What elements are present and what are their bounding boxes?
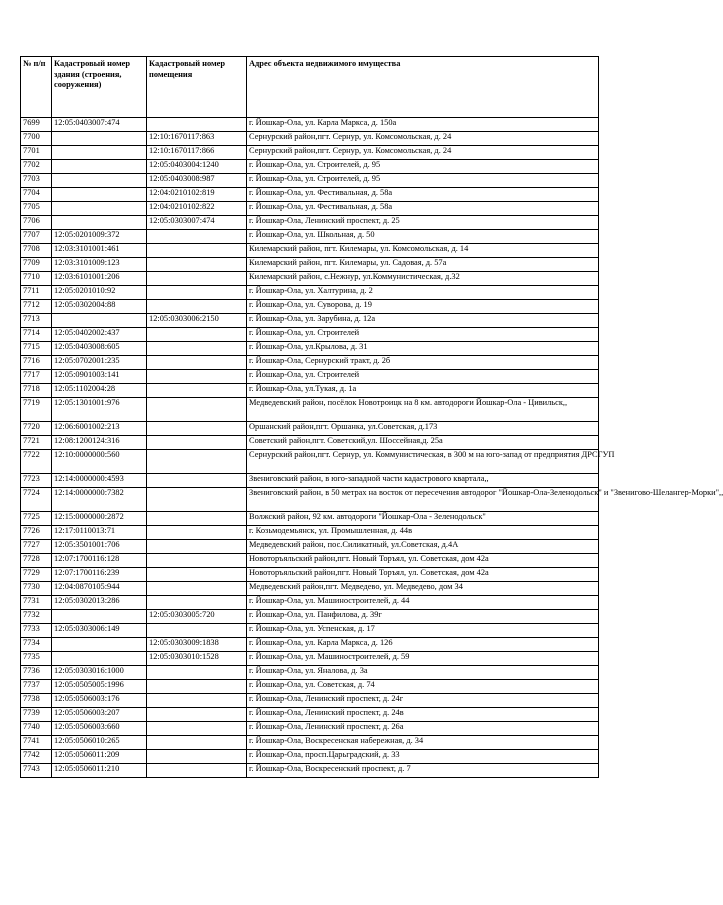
cell-building-cadastral: 12:08:1200124:316 (52, 436, 147, 450)
cell-address: Медведевский район, посёлок Новотроицк на 8 км. автодороги Йошкар-Ола - Цивильск,, (247, 398, 599, 422)
cell-room-cadastral (147, 370, 247, 384)
cell-number: 7724 (21, 488, 52, 512)
table-row (21, 488, 599, 512)
cell-room-cadastral (147, 300, 247, 314)
table-row (21, 398, 599, 422)
cell-address: г. Йошкар-Ола, ул. Яналова, д. 3а (247, 666, 599, 680)
cell-room-cadastral (147, 750, 247, 764)
cell-room-cadastral (147, 568, 247, 582)
cell-room-cadastral (147, 540, 247, 554)
cell-building-cadastral: 12:05:0506003:207 (52, 708, 147, 722)
cell-building-cadastral (52, 146, 147, 160)
cell-address: г. Йошкар-Ола, Ленинский проспект, д. 24в (247, 708, 599, 722)
cell-number: 7743 (21, 764, 52, 778)
cell-building-cadastral: 12:04:0870105:944 (52, 582, 147, 596)
table-row (21, 384, 599, 398)
cell-number: 7726 (21, 526, 52, 540)
table-row (21, 474, 599, 488)
cell-number: 7742 (21, 750, 52, 764)
table-row (21, 596, 599, 610)
cell-address: г. Йошкар-Ола, ул. Панфилова, д. 39г (247, 610, 599, 624)
cell-address: Килемарский район, с.Нежнур, ул.Коммунистическая, д.32 (247, 272, 599, 286)
cell-building-cadastral: 12:05:0201009:372 (52, 230, 147, 244)
cell-room-cadastral (147, 118, 247, 132)
cell-number: 7710 (21, 272, 52, 286)
cell-building-cadastral: 12:14:0000000:7382 (52, 488, 147, 512)
cell-number: 7723 (21, 474, 52, 488)
table-row (21, 286, 599, 300)
cell-number: 7730 (21, 582, 52, 596)
cell-number: 7706 (21, 216, 52, 230)
table-row (21, 272, 599, 286)
cell-building-cadastral: 12:05:0901003:141 (52, 370, 147, 384)
cell-address: Медведевский район, пос.Силикатный, ул.Советская, д.4А (247, 540, 599, 554)
cell-address: г. Йошкар-Ола, ул. Строителей, д. 95 (247, 174, 599, 188)
cell-number: 7715 (21, 342, 52, 356)
cell-number: 7733 (21, 624, 52, 638)
cell-address: г. Йошкар-Ола, просп.Царьградский, д. 33 (247, 750, 599, 764)
cell-building-cadastral: 12:05:3501001:706 (52, 540, 147, 554)
cell-building-cadastral: 12:05:0702001:235 (52, 356, 147, 370)
table-row (21, 202, 599, 216)
cell-room-cadastral (147, 398, 247, 422)
cell-room-cadastral (147, 764, 247, 778)
cell-building-cadastral: 12:05:0506003:660 (52, 722, 147, 736)
cell-room-cadastral: 12:04:0210102:819 (147, 188, 247, 202)
cell-building-cadastral (52, 610, 147, 624)
cell-building-cadastral: 12:05:0201010:92 (52, 286, 147, 300)
cell-room-cadastral: 12:10:1670117:866 (147, 146, 247, 160)
cell-address: Звениговский район, в юго-западной части кадастрового квартала,, (247, 474, 599, 488)
cell-number: 7703 (21, 174, 52, 188)
table-row (21, 582, 599, 596)
cell-building-cadastral (52, 188, 147, 202)
cell-address: г. Йошкар-Ола, ул. Машиностроителей, д. 44 (247, 596, 599, 610)
cell-room-cadastral: 12:10:1670117:863 (147, 132, 247, 146)
table-row (21, 230, 599, 244)
cell-address: г. Йошкар-Ола, ул. Машиностроителей, д. 59 (247, 652, 599, 666)
cell-room-cadastral: 12:05:0403004:1240 (147, 160, 247, 174)
table-row (21, 750, 599, 764)
cell-number: 7717 (21, 370, 52, 384)
property-registry-table (20, 56, 723, 778)
cell-room-cadastral (147, 272, 247, 286)
cell-number: 7701 (21, 146, 52, 160)
table-row (21, 694, 599, 708)
cell-building-cadastral: 12:05:0402002:437 (52, 328, 147, 342)
cell-address: Сернурский район,пгт. Сернур, ул. Комсомольская, д. 24 (247, 132, 599, 146)
cell-address: г. Йошкар-Ола, ул. Школьная, д. 50 (247, 230, 599, 244)
cell-number: 7727 (21, 540, 52, 554)
cell-room-cadastral (147, 258, 247, 272)
cell-room-cadastral (147, 526, 247, 540)
cell-number: 7720 (21, 422, 52, 436)
table-row (21, 554, 599, 568)
table-row (21, 422, 599, 436)
cell-number: 7738 (21, 694, 52, 708)
cell-building-cadastral (52, 314, 147, 328)
table-row (21, 314, 599, 328)
cell-address: Сернурский район,пгт. Сернур, ул. Комсомольская, д. 24 (247, 146, 599, 160)
cell-address: г. Йошкар-Ола, ул. Зарубина, д. 12а (247, 314, 599, 328)
table-row (21, 568, 599, 582)
cell-building-cadastral: 12:10:0000000:560 (52, 450, 147, 474)
header-number: № п/п (21, 57, 52, 118)
cell-room-cadastral: 12:04:0210102:822 (147, 202, 247, 216)
table-row (21, 436, 599, 450)
cell-number: 7702 (21, 160, 52, 174)
table-row (21, 146, 599, 160)
cell-room-cadastral (147, 328, 247, 342)
cell-building-cadastral: 12:15:0000000:2872 (52, 512, 147, 526)
table-body (21, 118, 723, 778)
cell-room-cadastral (147, 488, 247, 512)
cell-building-cadastral: 12:17:0110013:71 (52, 526, 147, 540)
cell-number: 7734 (21, 638, 52, 652)
cell-room-cadastral (147, 356, 247, 370)
cell-address: г. Йошкар-Ола, ул.Крылова, д. 31 (247, 342, 599, 356)
cell-address: г. Йошкар-Ола, Воскресенский проспект, д. 7 (247, 764, 599, 778)
cell-address: Звениговский район, в 50 метрах на восток от пересечения автодорог "Йошкар-Ола-Зеленодольск" и "Звенигово-Шелангер-Морки",, (247, 488, 599, 512)
cell-room-cadastral (147, 384, 247, 398)
cell-room-cadastral (147, 582, 247, 596)
cell-number: 7709 (21, 258, 52, 272)
table-row (21, 132, 599, 146)
cell-building-cadastral (52, 160, 147, 174)
cell-address: Оршанский район,пгт. Оршанка, ул.Советская, д.173 (247, 422, 599, 436)
cell-number: 7735 (21, 652, 52, 666)
cell-number: 7732 (21, 610, 52, 624)
table-row (21, 652, 599, 666)
table-row (21, 540, 599, 554)
cell-address: г. Йошкар-Ола, Воскресенская набережная, д. 34 (247, 736, 599, 750)
cell-number: 7721 (21, 436, 52, 450)
table-header (21, 57, 599, 118)
header-building-cadastral: Кадастровый номер здания (строения, сооружения) (52, 57, 147, 118)
cell-address: г. Йошкар-Ола, ул. Строителей (247, 370, 599, 384)
cell-number: 7718 (21, 384, 52, 398)
cell-address: г. Йошкар-Ола, ул. Успенская, д. 17 (247, 624, 599, 638)
cell-room-cadastral (147, 680, 247, 694)
cell-address: г. Йошкар-Ола, ул. Строителей (247, 328, 599, 342)
cell-address: Сернурский район,пгт. Сернур, ул. Коммунистическая, в 300 м на юго-запад от предприятия ДРСГУП (247, 450, 599, 474)
cell-room-cadastral (147, 596, 247, 610)
table-row (21, 174, 599, 188)
cell-building-cadastral: 12:07:1700116:239 (52, 568, 147, 582)
table-row (21, 216, 599, 230)
table-row (21, 356, 599, 370)
table-row (21, 258, 599, 272)
cell-number: 7731 (21, 596, 52, 610)
cell-address: г. Йошкар-Ола, ул. Фестивальная, д. 58а (247, 202, 599, 216)
header-address: Адрес объекта недвижимого имущества (247, 57, 599, 118)
cell-building-cadastral: 12:06:6001002:213 (52, 422, 147, 436)
cell-address: Медведевский район,пгт. Медведево, ул. Медведево, дом 34 (247, 582, 599, 596)
cell-address: Килемарский район, пгт. Килемары, ул. Садовая, д. 57а (247, 258, 599, 272)
cell-room-cadastral: 12:05:0303005:720 (147, 610, 247, 624)
cell-address: г. Йошкар-Ола, Ленинский проспект, д. 26а (247, 722, 599, 736)
cell-building-cadastral (52, 652, 147, 666)
cell-room-cadastral (147, 694, 247, 708)
cell-number: 7716 (21, 356, 52, 370)
cell-number: 7741 (21, 736, 52, 750)
cell-room-cadastral (147, 450, 247, 474)
cell-building-cadastral: 12:05:0303006:149 (52, 624, 147, 638)
cell-room-cadastral: 12:05:0303007:474 (147, 216, 247, 230)
cell-number: 7740 (21, 722, 52, 736)
document-page (20, 56, 723, 778)
table-row (21, 624, 599, 638)
table-row (21, 610, 599, 624)
cell-address: г. Йошкар-Ола, ул.Тукая, д. 1а (247, 384, 599, 398)
table-row (21, 722, 599, 736)
cell-address: Советский район,пгт. Советский,ул. Шоссейная,д. 25а (247, 436, 599, 450)
cell-building-cadastral (52, 638, 147, 652)
table-row (21, 666, 599, 680)
cell-building-cadastral: 12:05:0302004:88 (52, 300, 147, 314)
cell-number: 7712 (21, 300, 52, 314)
cell-room-cadastral (147, 342, 247, 356)
cell-room-cadastral: 12:05:0403008:987 (147, 174, 247, 188)
cell-room-cadastral (147, 436, 247, 450)
cell-number: 7708 (21, 244, 52, 258)
header-row (21, 57, 599, 118)
table-row (21, 512, 599, 526)
cell-building-cadastral (52, 202, 147, 216)
cell-number: 7739 (21, 708, 52, 722)
table-row (21, 244, 599, 258)
cell-room-cadastral (147, 474, 247, 488)
cell-address: г. Йошкар-Ола, Ленинский проспект, д. 25 (247, 216, 599, 230)
cell-address: Новоторъяльский район,пгт. Новый Торъял, ул. Советская, дом 42а (247, 568, 599, 582)
cell-building-cadastral (52, 132, 147, 146)
table-row (21, 342, 599, 356)
cell-building-cadastral: 12:05:0403008:605 (52, 342, 147, 356)
table-row (21, 736, 599, 750)
cell-building-cadastral: 12:05:0303016:1000 (52, 666, 147, 680)
cell-building-cadastral: 12:14:0000000:4593 (52, 474, 147, 488)
cell-room-cadastral (147, 512, 247, 526)
cell-address: Волжский район, 92 км. автодороги "Йошкар-Ола - Зеленодольск" (247, 512, 599, 526)
cell-address: г. Йошкар-Ола, Ленинский проспект, д. 24г (247, 694, 599, 708)
table-row (21, 526, 599, 540)
cell-building-cadastral: 12:05:0403007:474 (52, 118, 147, 132)
cell-building-cadastral: 12:05:0506010:265 (52, 736, 147, 750)
table-row (21, 450, 599, 474)
cell-room-cadastral (147, 554, 247, 568)
cell-room-cadastral (147, 666, 247, 680)
cell-room-cadastral (147, 722, 247, 736)
cell-address: Килемарский район, пгт. Килемары, ул. Комсомольская, д. 14 (247, 244, 599, 258)
cell-number: 7711 (21, 286, 52, 300)
cell-number: 7719 (21, 398, 52, 422)
cell-address: г. Йошкар-Ола, ул. Суворова, д. 19 (247, 300, 599, 314)
table-row (21, 160, 599, 174)
cell-room-cadastral (147, 230, 247, 244)
cell-room-cadastral (147, 736, 247, 750)
cell-building-cadastral: 12:03:3101001:461 (52, 244, 147, 258)
cell-number: 7713 (21, 314, 52, 328)
cell-number: 7729 (21, 568, 52, 582)
cell-building-cadastral: 12:07:1700116:128 (52, 554, 147, 568)
table-row (21, 764, 599, 778)
cell-building-cadastral: 12:05:0506011:209 (52, 750, 147, 764)
cell-room-cadastral (147, 286, 247, 300)
table-row (21, 680, 599, 694)
cell-address: г. Йошкар-Ола, ул. Советская, д. 74 (247, 680, 599, 694)
cell-number: 7737 (21, 680, 52, 694)
cell-building-cadastral (52, 216, 147, 230)
cell-address: г. Йошкар-Ола, ул. Строителей, д. 95 (247, 160, 599, 174)
cell-room-cadastral (147, 708, 247, 722)
cell-number: 7714 (21, 328, 52, 342)
cell-number: 7704 (21, 188, 52, 202)
cell-building-cadastral: 12:05:0506011:210 (52, 764, 147, 778)
cell-number: 7736 (21, 666, 52, 680)
cell-room-cadastral (147, 244, 247, 258)
cell-room-cadastral (147, 422, 247, 436)
cell-address: г. Йошкар-Ола, Сернурский тракт, д. 2б (247, 356, 599, 370)
cell-building-cadastral: 12:05:0505005:1996 (52, 680, 147, 694)
cell-number: 7722 (21, 450, 52, 474)
table-row (21, 328, 599, 342)
cell-number: 7725 (21, 512, 52, 526)
table-row (21, 708, 599, 722)
table-row (21, 638, 599, 652)
cell-address: г. Козьмодемьянск, ул. Промышленная, д. 44в (247, 526, 599, 540)
cell-address: г. Йошкар-Ола, ул. Карла Маркса, д. 126 (247, 638, 599, 652)
cell-room-cadastral: 12:05:0303010:1528 (147, 652, 247, 666)
cell-number: 7700 (21, 132, 52, 146)
cell-number: 7728 (21, 554, 52, 568)
cell-building-cadastral: 12:03:6101001:206 (52, 272, 147, 286)
cell-building-cadastral: 12:03:3101009:123 (52, 258, 147, 272)
cell-address: г. Йошкар-Ола, ул. Халтурина, д. 2 (247, 286, 599, 300)
cell-number: 7705 (21, 202, 52, 216)
cell-number: 7707 (21, 230, 52, 244)
cell-number: 7699 (21, 118, 52, 132)
table-row (21, 188, 599, 202)
table-row (21, 118, 599, 132)
cell-address: г. Йошкар-Ола, ул. Карла Маркса, д. 150а (247, 118, 599, 132)
cell-room-cadastral: 12:05:0303006:2150 (147, 314, 247, 328)
table-row (21, 300, 599, 314)
cell-building-cadastral: 12:05:1102004:28 (52, 384, 147, 398)
cell-building-cadastral: 12:05:0302013:286 (52, 596, 147, 610)
cell-room-cadastral (147, 624, 247, 638)
cell-address: Новоторъяльский район,пгт. Новый Торъял, ул. Советская, дом 42а (247, 554, 599, 568)
cell-address: г. Йошкар-Ола, ул. Фестивальная, д. 58а (247, 188, 599, 202)
cell-building-cadastral: 12:05:0506003:176 (52, 694, 147, 708)
cell-building-cadastral: 12:05:1301001:976 (52, 398, 147, 422)
header-room-cadastral: Кадастровый номер помещения (147, 57, 247, 118)
cell-room-cadastral: 12:05:0303009:1838 (147, 638, 247, 652)
cell-building-cadastral (52, 174, 147, 188)
table-row (21, 370, 599, 384)
